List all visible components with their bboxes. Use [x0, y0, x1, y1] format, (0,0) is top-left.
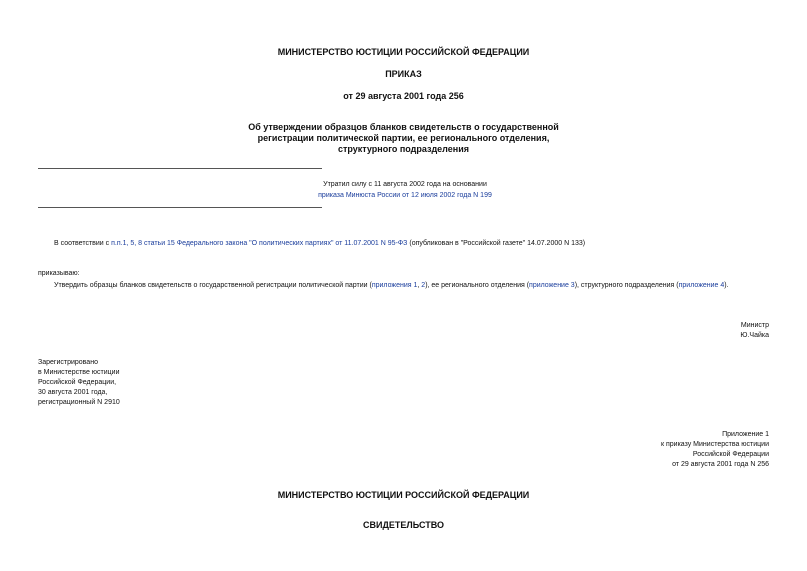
order-text: ), ее регионального отделения (: [425, 282, 530, 289]
order-text: ,: [417, 282, 422, 289]
divider-top: [38, 168, 322, 169]
repeal-order-link[interactable]: приказа Минюста России от 12 июля 2002 года N 199: [318, 192, 492, 199]
appendix-line: Приложение 1: [722, 431, 769, 438]
order-text: ), структурного подразделения (: [574, 282, 679, 289]
appendix-4-link[interactable]: приложение 4: [678, 282, 725, 289]
subject-line: Об утверждении образцов бланков свидетельств о государственной: [248, 122, 559, 132]
signature-block: [740, 321, 769, 341]
status-note: [240, 180, 570, 201]
document-subject: [0, 122, 807, 155]
subject-line: структурного подразделения: [337, 144, 470, 154]
preamble-suffix: (опубликован в "Российской газете" 14.07.2000 N 133): [407, 240, 586, 247]
appendix-line: Российской Федерации: [692, 451, 769, 458]
document-type: ПРИКАЗ: [385, 69, 422, 79]
order-text: Утвердить образцы бланков свидетельств о государственной регистрации политической партии (: [54, 282, 372, 289]
subject-line: регистрации политической партии, ее регионального отделения,: [257, 133, 550, 143]
signature-title: Министр: [740, 322, 769, 329]
preamble-paragraph: [54, 239, 585, 249]
appendix-header: [661, 430, 769, 470]
appendix-2-link[interactable]: 2: [421, 282, 426, 289]
registration-line: Зарегистрировано: [38, 359, 98, 366]
registration-line: регистрационный N 2910: [38, 399, 120, 406]
appendix-ministry-heading: МИНИСТЕРСТВО ЮСТИЦИИ РОССИЙСКОЙ ФЕДЕРАЦИИ: [277, 490, 530, 500]
appendix-line: от 29 августа 2001 года N 256: [672, 461, 769, 468]
order-text: ).: [724, 282, 729, 289]
registration-line: в Министерстве юстиции: [38, 369, 120, 376]
federal-law-link[interactable]: п.п.1, 5, 8 статьи 15 Федерального закона "О политических партиях" от 11.07.2001 N 95-ФЗ: [111, 240, 408, 247]
divider-bottom: [38, 207, 322, 208]
order-paragraph: [54, 281, 729, 291]
registration-block: [38, 358, 120, 408]
appendix-3-link[interactable]: приложение 3: [529, 282, 575, 289]
certificate-heading: СВИДЕТЕЛЬСТВО: [363, 520, 444, 530]
status-note-text: Утратил силу с 11 августа 2002 года на основании: [323, 181, 487, 188]
registration-line: Российской Федерации,: [38, 379, 117, 386]
appendix-line: к приказу Министерства юстиции: [660, 441, 769, 448]
signature-name: Ю.Чайка: [740, 332, 769, 339]
ministry-heading: МИНИСТЕРСТВО ЮСТИЦИИ РОССИЙСКОЙ ФЕДЕРАЦИИ: [277, 47, 530, 57]
order-word: приказываю:: [38, 270, 80, 277]
preamble-prefix: В соответствии с: [54, 240, 112, 247]
document-date: от 29 августа 2001 года 256: [343, 91, 464, 101]
appendix-1-link[interactable]: приложения 1: [371, 282, 418, 289]
registration-line: 30 августа 2001 года,: [38, 389, 108, 396]
